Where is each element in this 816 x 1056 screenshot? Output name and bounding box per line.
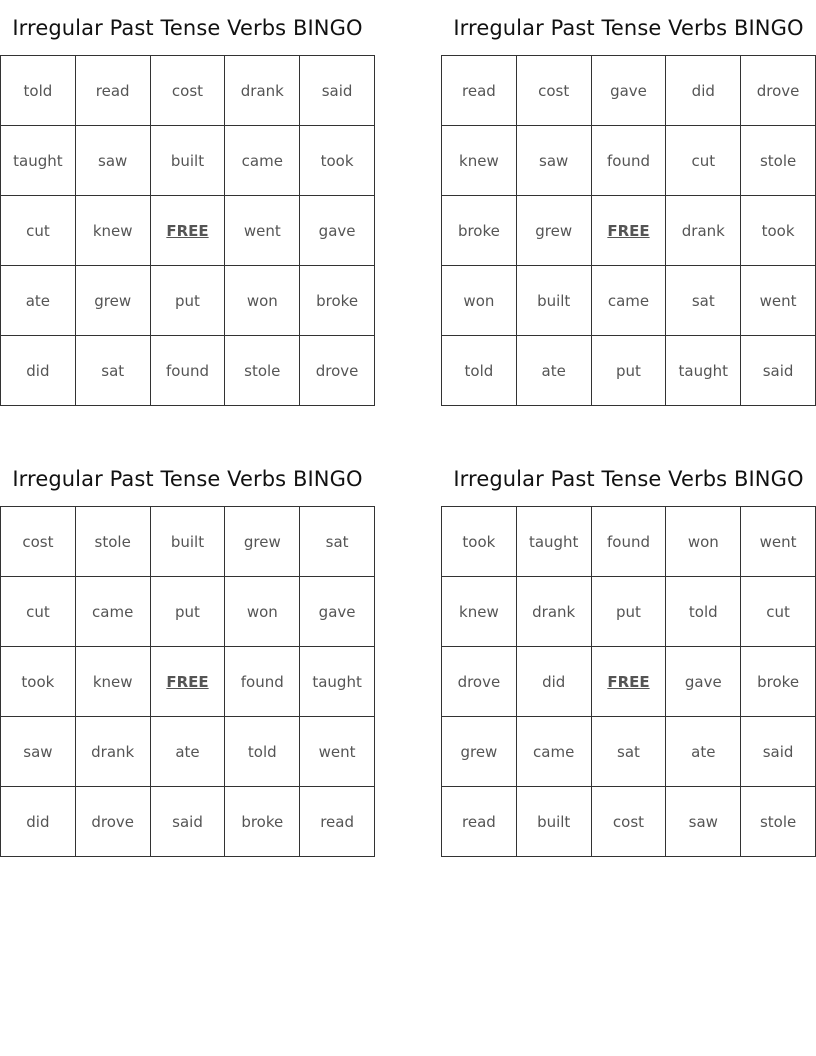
bingo-cell: built	[517, 787, 592, 857]
bingo-cell: won	[666, 507, 741, 577]
bingo-cell: told	[666, 577, 741, 647]
bingo-cell: built	[151, 507, 226, 577]
bingo-cell: won	[225, 266, 300, 336]
bingo-card-1	[0, 0, 375, 406]
bingo-card-3	[0, 451, 375, 857]
bingo-cell: grew	[76, 266, 151, 336]
bingo-grid	[441, 55, 816, 406]
bingo-cell: won	[225, 577, 300, 647]
bingo-cell: drove	[76, 787, 151, 857]
bingo-cell: broke	[300, 266, 375, 336]
bingo-cell: took	[741, 196, 816, 266]
bingo-cell: read	[442, 787, 517, 857]
bingo-cell: said	[151, 787, 226, 857]
bingo-cell: cost	[1, 507, 76, 577]
bingo-cell: drove	[300, 336, 375, 406]
bingo-cell: found	[592, 507, 667, 577]
bingo-cell: grew	[517, 196, 592, 266]
bingo-cell: gave	[592, 56, 667, 126]
free-space-cell: FREE	[592, 196, 667, 266]
bingo-cell: built	[151, 126, 226, 196]
bingo-cell: gave	[300, 577, 375, 647]
bingo-cell: knew	[442, 126, 517, 196]
bingo-cell: found	[225, 647, 300, 717]
bingo-cell: cost	[517, 56, 592, 126]
bingo-cell: gave	[666, 647, 741, 717]
bingo-cell: told	[225, 717, 300, 787]
bingo-cell: put	[151, 266, 226, 336]
bingo-cell: sat	[76, 336, 151, 406]
bingo-cell: read	[300, 787, 375, 857]
bingo-cell: came	[76, 577, 151, 647]
bingo-cell: put	[592, 577, 667, 647]
bingo-cell: went	[741, 266, 816, 336]
bingo-cell: sat	[300, 507, 375, 577]
bingo-cell: drank	[666, 196, 741, 266]
bingo-cell: stole	[741, 126, 816, 196]
bingo-card-2	[441, 0, 816, 406]
bingo-cell: did	[517, 647, 592, 717]
bingo-cell: knew	[442, 577, 517, 647]
bingo-cell: sat	[666, 266, 741, 336]
card-title: Irregular Past Tense Verbs BINGO	[453, 16, 804, 40]
bingo-cell: taught	[1, 126, 76, 196]
bingo-cell: built	[517, 266, 592, 336]
bingo-cell: came	[592, 266, 667, 336]
bingo-cell: did	[666, 56, 741, 126]
bingo-cell: taught	[300, 647, 375, 717]
bingo-cell: said	[300, 56, 375, 126]
bingo-cell: saw	[1, 717, 76, 787]
free-space-cell: FREE	[592, 647, 667, 717]
bingo-cell: saw	[76, 126, 151, 196]
free-space-cell: FREE	[151, 196, 226, 266]
bingo-cell: put	[151, 577, 226, 647]
bingo-cell: cost	[151, 56, 226, 126]
bingo-cell: came	[225, 126, 300, 196]
bingo-cell: broke	[741, 647, 816, 717]
bingo-cell: took	[300, 126, 375, 196]
bingo-cell: taught	[666, 336, 741, 406]
bingo-cell: grew	[442, 717, 517, 787]
bingo-cell: read	[76, 56, 151, 126]
bingo-cell: gave	[300, 196, 375, 266]
bingo-cell: drank	[225, 56, 300, 126]
bingo-cell: read	[442, 56, 517, 126]
bingo-cell: knew	[76, 647, 151, 717]
bingo-card-4	[441, 451, 816, 857]
bingo-cell: broke	[442, 196, 517, 266]
bingo-grid	[441, 506, 816, 857]
free-space-cell: FREE	[151, 647, 226, 717]
bingo-cell: told	[1, 56, 76, 126]
bingo-cell: cut	[741, 577, 816, 647]
bingo-cell: took	[1, 647, 76, 717]
bingo-cell: saw	[666, 787, 741, 857]
card-title: Irregular Past Tense Verbs BINGO	[453, 467, 804, 491]
bingo-cell: took	[442, 507, 517, 577]
bingo-cell: went	[741, 507, 816, 577]
bingo-cell: taught	[517, 507, 592, 577]
bingo-cell: saw	[517, 126, 592, 196]
bingo-cell: cut	[666, 126, 741, 196]
bingo-cell: sat	[592, 717, 667, 787]
bingo-cell: found	[592, 126, 667, 196]
bingo-cell: told	[442, 336, 517, 406]
bingo-cell: won	[442, 266, 517, 336]
bingo-cell: knew	[76, 196, 151, 266]
bingo-cell: ate	[151, 717, 226, 787]
bingo-cell: put	[592, 336, 667, 406]
bingo-cell: came	[517, 717, 592, 787]
bingo-cell: ate	[666, 717, 741, 787]
bingo-grid	[0, 55, 375, 406]
bingo-cell: cost	[592, 787, 667, 857]
bingo-cell: stole	[76, 507, 151, 577]
bingo-cell: ate	[517, 336, 592, 406]
bingo-cell: stole	[741, 787, 816, 857]
bingo-cell: went	[300, 717, 375, 787]
bingo-cell: stole	[225, 336, 300, 406]
bingo-cell: grew	[225, 507, 300, 577]
bingo-grid	[0, 506, 375, 857]
bingo-cell: did	[1, 336, 76, 406]
bingo-cell: broke	[225, 787, 300, 857]
bingo-cell: said	[741, 336, 816, 406]
card-title: Irregular Past Tense Verbs BINGO	[12, 467, 363, 491]
card-title: Irregular Past Tense Verbs BINGO	[12, 16, 363, 40]
bingo-cell: drank	[517, 577, 592, 647]
bingo-cell: ate	[1, 266, 76, 336]
bingo-cell: cut	[1, 577, 76, 647]
bingo-cell: cut	[1, 196, 76, 266]
bingo-cell: did	[1, 787, 76, 857]
bingo-cell: drove	[741, 56, 816, 126]
bingo-cell: said	[741, 717, 816, 787]
bingo-cell: went	[225, 196, 300, 266]
bingo-cell: drank	[76, 717, 151, 787]
bingo-cell: found	[151, 336, 226, 406]
bingo-cell: drove	[442, 647, 517, 717]
